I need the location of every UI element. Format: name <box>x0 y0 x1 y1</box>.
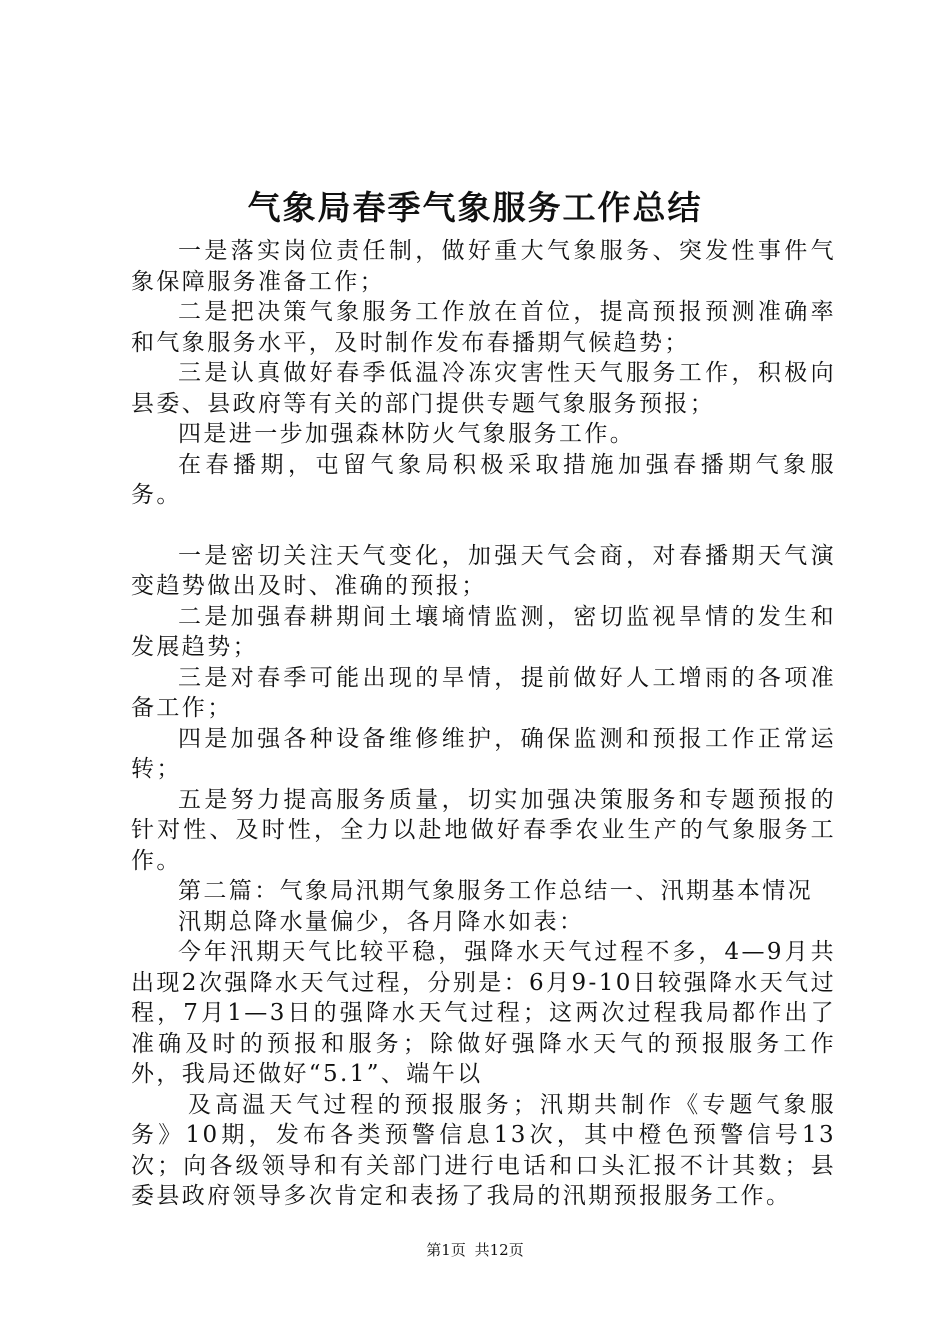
paragraph: 今年汛期天气比较平稳，强降水天气过程不多，4—9月共出现2次强降水天气过程，分别是：6月9-10日较强降水天气过程，7月1—3日的强降水天气过程；这两次过程我局都作出了准确及时的预报和服务；除做好强降水天气的预报服务工作外，我局还做好“5.1”、端午以 <box>131 939 836 1087</box>
paragraph: 一是密切关注天气变化，加强天气会商，对春播期天气演变趋势做出及时、准确的预报； <box>131 542 836 599</box>
document-body <box>131 236 836 1212</box>
page-footer <box>0 1240 950 1260</box>
page-number: 第1页 <box>426 1241 466 1259</box>
paragraph: 二是加强春耕期间土壤墒情监测，密切监视旱情的发生和发展趋势； <box>131 603 836 660</box>
paragraph: 一是落实岗位责任制，做好重大气象服务、突发性事件气象保障服务准备工作； <box>131 238 836 295</box>
page-total: 共12页 <box>474 1241 524 1259</box>
paragraph: 四是加强各种设备维修维护，确保监测和预报工作正常运转； <box>131 725 836 782</box>
paragraph: 三是对春季可能出现的旱情，提前做好人工增雨的各项准备工作； <box>131 664 836 721</box>
paragraph: 汛期总降水量偏少，各月降水如表： <box>178 908 585 935</box>
paragraph: 二是把决策气象服务工作放在首位，提高预报预测准确率和气象服务水平，及时制作发布春播期气候趋势； <box>131 299 836 356</box>
paragraph: 在春播期，屯留气象局积极采取措施加强春播期气象服务。 <box>131 451 836 508</box>
document-title: 气象局春季气象服务工作总结 <box>247 188 703 227</box>
paragraph: 及高温天气过程的预报服务；汛期共制作《专题气象服务》10期，发布各类预警信息13次，其中橙色预警信号13次；向各级领导和有关部门进行电话和口头汇报不计其数；县委县政府领导多次肯定和表扬了我局的汛期预报服务工作。 <box>131 1091 836 1209</box>
paragraph: 四是进一步加强森林防火气象服务工作。 <box>178 421 636 447</box>
section-heading: 第二篇：气象局汛期气象服务工作总结一、汛期基本情况 <box>178 878 813 904</box>
paragraph: 五是努力提高服务质量，切实加强决策服务和专题预报的针对性、及时性，全力以赴地做好春季农业生产的气象服务工作。 <box>131 786 836 874</box>
paragraph: 三是认真做好春季低温冷冻灾害性天气服务工作，积极向县委、县政府等有关的部门提供专题气象服务预报； <box>131 360 836 417</box>
